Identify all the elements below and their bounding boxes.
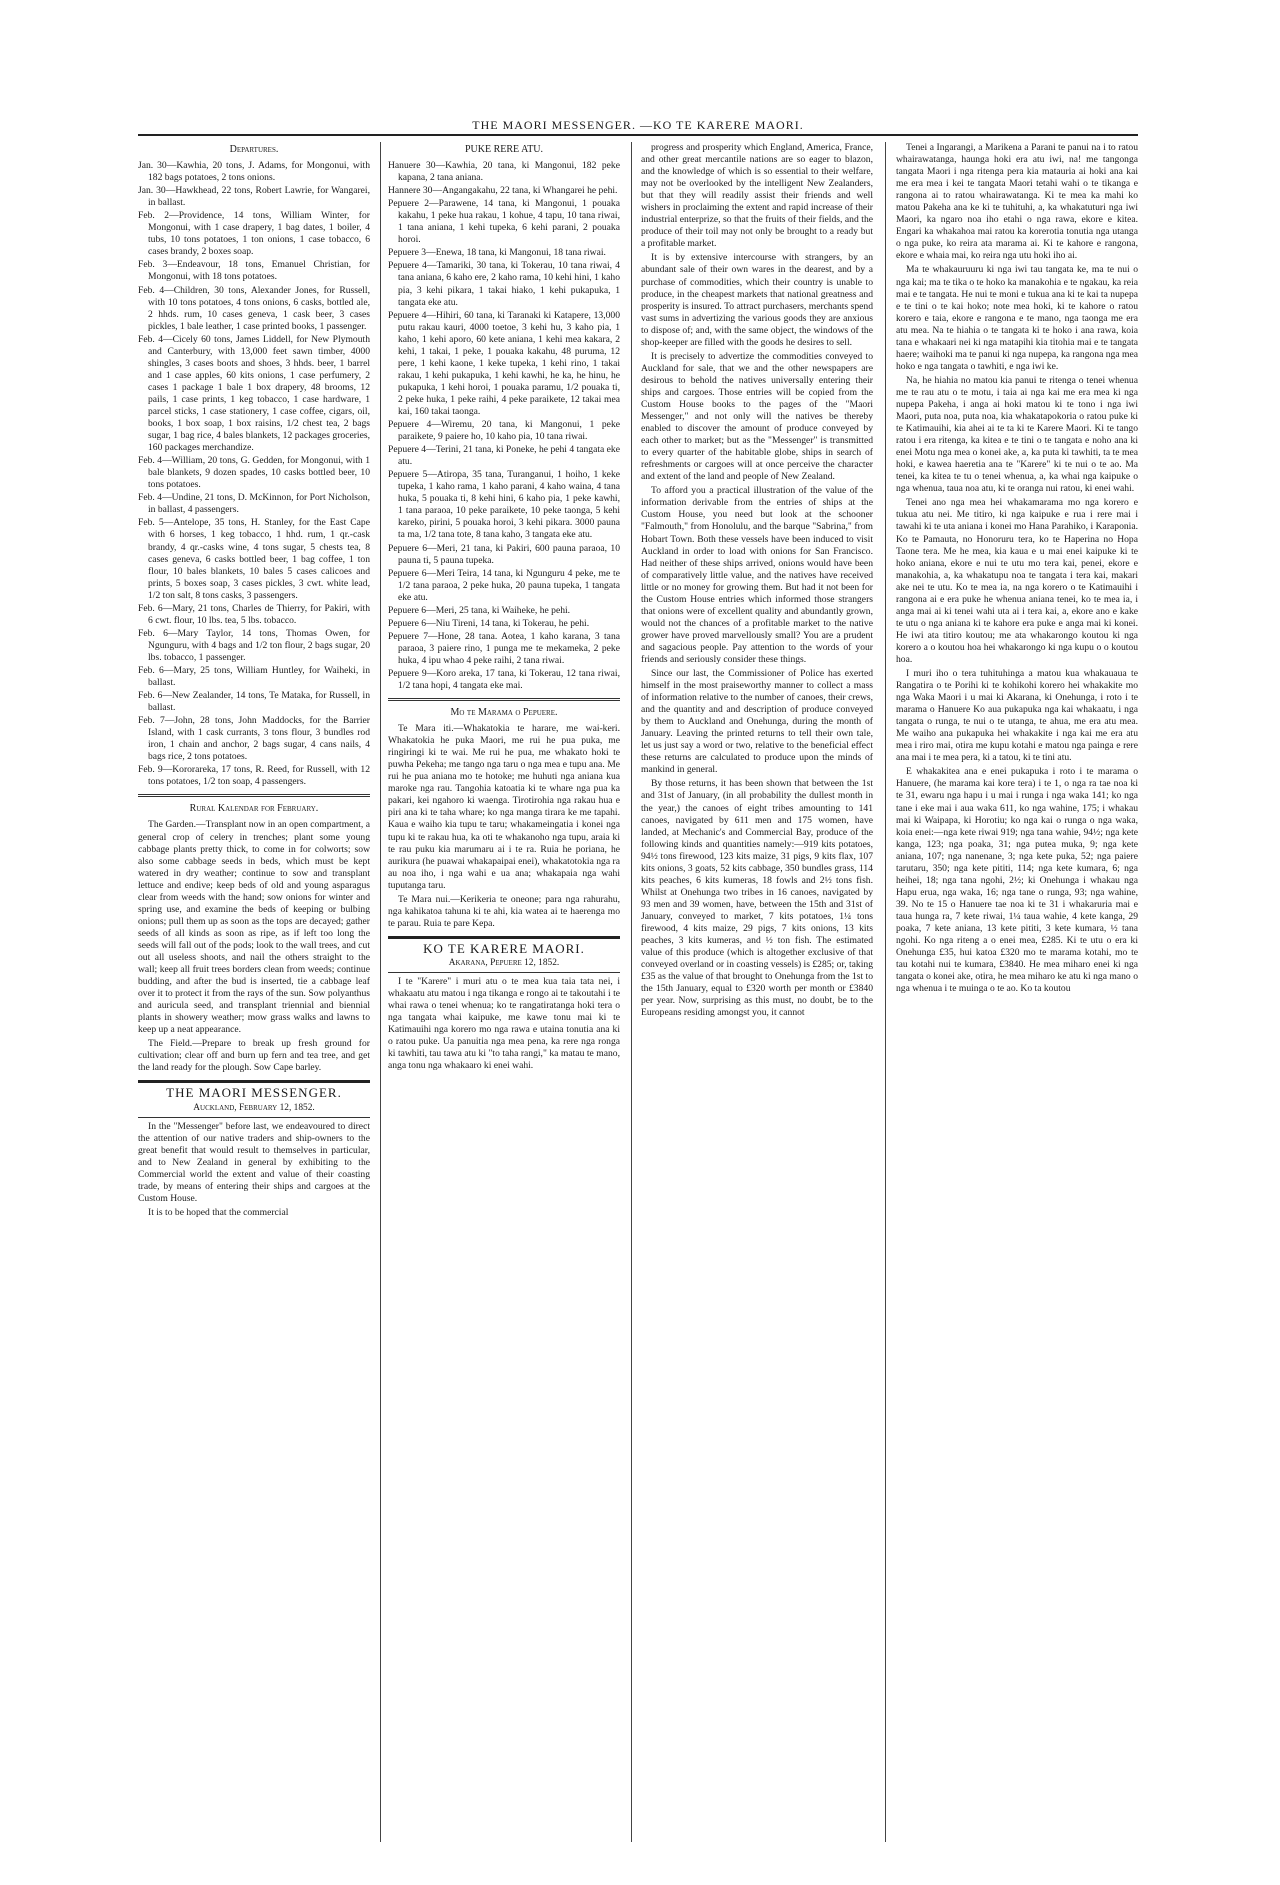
editorial-paragraph: By those returns, it has been shown that between the 1st and 31st of January, (in all probability the dullest month in the year,) the canoes of eight tribes amounting to 141 canoes, navigated by 611 men and 175 women, have landed, at Mechanic's and Commercial Bay, produce of the following kinds and quantities namely:—919 kits potatoes, 94½ tons firewood, 123 kits maize, 31 pigs, 9 kits flax, 107 kits onions, 3 goats, 52 kits cabbage, 350 bundles grass, 114 kits peaches, 6 kits kumeras, 18 fowls and 2½ tons fish. Whilst at Onehunga two tribes in 16 canoes, navigated by 93 men and 39 women, have, between the 15th and 31st of January, conveyed to market, 7 kits potatoes, 1¼ tons firewood, 4 kits maize, 29 pigs, 7 kits onions, 13 kits peaches, 3 kits kumeras, and ½ ton fish. The estimated value of this produce (which is altogether exclusive of that conveyed overland or in coasting vessels) is £285; or, taking £35 as the value of that brought to Onehunga from the 1st to the 15th January, equal to £320 worth per month or £3840 per year. Now, surprising as this must, no doubt, be to the Europeans residing amongst you, it cannot	[641, 778, 873, 1019]
departure-entry: Feb. 5—Antelope, 35 tons, H. Stanley, for the East Cape with 6 horses, 1 keg tobacco, 1 hhd. rum, 1 qr.-cask brandy, 4 qr.-casks wine, 4 tons sugar, 5 chests tea, 8 cases geneva, 6 casks bottled beer, 1 bag coffee, 1 ton flour, 10 bales blankets, 10 bales 5 cases calicoes and prints, 5 boxes soap, 3 cases pickles, 3 cwt. white lead, 1/2 ton salt, 8 tons casks, 3 passengers.	[138, 517, 370, 601]
editorial-english	[138, 1121, 370, 1219]
calendar-body	[138, 819, 370, 1074]
editorial-paragraph: Tenei a Ingarangi, a Marikena a Parani te panui na i to ratou whairawatanga, haunga hoki era atu iwi, na! me tangonga tangata Maori i nga ritenga pera kia matauria ai hoki ana kai me era mea i kei te tangata Maori tetahi wahi o te tikanga e rangona ai to ratou whairawatanga. Ki te mea ka mahi ko matou Pakeha ana ke ki te tuhituhi, a, ka whakatuturi nga iwi Maori, ka ngaro noa iho etahi o nga rawa, ekore e kitea. Engari ka whakahoa mai ratou ka korerotia tonutia nga utanga o nga puke, ko reira ata marama ai. Ki te kahore e rangona, ekore e whaia mai, ko reira nga utu hoki iho ai.	[896, 142, 1138, 262]
editorial-paragraph: progress and prosperity which England, America, France, and other great mercantile nations are so eager to blazon, and the knowledge of which is so essential to their welfare, may not be overlooked by the intelligent New Zealanders, but that they will readily assist their friends and well wishers in proclaiming the extent and rapid increase of their industrial enterprize, so that the fruits of their fields, and the produce of their toil may not only be brought to a ready but a profitable market.	[641, 142, 873, 250]
masthead-maori: KO TE KARERE MAORI.	[423, 940, 585, 956]
puke-entry: Hanuere 30—Kawhia, 20 tana, ki Mangonui, 182 peke kapana, 2 tana aniana.	[388, 160, 620, 184]
running-head: THE MAORI MESSENGER. —KO TE KARERE MAORI.	[138, 118, 1138, 136]
puke-entry: Pepuere 6—Meri Teira, 14 tana, ki Ngunguru 4 peke, me te 1/2 tana paraoa, 2 peke huka, 20 pauna tupeka, 1 tangata eke atu.	[388, 567, 620, 603]
editorial-maori	[388, 976, 620, 1072]
puke-entry: Pepuere 3—Enewa, 18 tana, ki Mangonui, 18 tana riwai.	[388, 247, 606, 259]
departure-entry: Jan. 30—Hawkhead, 22 tons, Robert Lawrie, for Wangarei, in ballast.	[138, 185, 370, 209]
section-divider	[138, 794, 370, 797]
editorial-paragraph: It is by extensive intercourse with strangers, by an abundant sale of their own wares in the dearest, and by a purchase of commodities, which their country is unable to produce, in the cheapest markets that national greatness and prosperity is insured. To attract purchasers, merchants spend vast sums in advertizing the various goods they are anxious to dispose of; and, with the same object, the windows of the shop-keeper are filled with the goods he desires to sell.	[641, 252, 873, 348]
marama-paragraph: Te Mara iti.—Whakatokia te harare, me wai-keri. Whakatokia he puka Maori, me rui he pua puka, me ringiringi ki te wai. Me rui he pua, me whakato hoki te puwha Pekeha; me tango nga taru o nga mea e tupu ana. Me rui he pua aniana mo te hotoke; me huhuti nga aniana kua maroke nga rau. Tangohia katoatia ki te whare nga pua ka pakari, kei ngahoro ki waenga. Tirotirohia nga rakau hua e piri ana ki te taha whare; ko nga manga tirara ke me tapahi. Kaua e waiho kia tupu te taru; whakameingatia i konei nga tupu ki te rakau hua, ka oti te whakanoho nga tupu, araia ki te rau puku kia marumaru ai i te ra. Ruia he poriana, he aurikura (he puawai whakapaipai enei), whakatotokia nga ra au noa iho, i nga wahi e ua ana; whakapaia nga wahi tuputanga taru.	[388, 723, 620, 891]
puke-entry: Pepuere 4—Tamariki, 30 tana, ki Tokerau, 10 tana riwai, 4 tana aniana, 6 kaho ere, 2 kaho rama, 10 kehi hini, 1 kaho pia, 3 kehi pikara, 1 takai hiako, 1 kehi pukapuka, 1 tangata eke atu.	[388, 260, 620, 308]
marama-body	[388, 723, 620, 930]
puke-entry: Pepuere 9—Koro areka, 17 tana, ki Tokerau, 12 tana riwai, 1/2 tana hopi, 4 tangata eke mai.	[388, 667, 620, 692]
puke-entry: Pepuere 2—Parawene, 14 tana, ki Mangonui, 1 pouaka kakahu, 1 peke hua rakau, 1 kohue, 4 tapu, 10 tana riwai, 1 tana aniana, 1 kehi tupeka, 6 kehi parani, 2 pouaka horoi.	[388, 198, 620, 246]
editorial-paragraph: To afford you a practical illustration of the value of the information derivable from the entries of ships at the Custom House, you need but look at the schooner "Falmouth," from Honolulu, and the barque "Sabrina," from Hobart Town. Both these vessels have been induced to visit Auckland in order to load with onions for San Francisco. Had neither of these ships arrived, onions would have been of comparatively little value, and the natives have received little or no money for growing them. But had it not been for the Custom House entries which informed those strangers that onions were of excellent quality and abundantly grown, would not the chances of a profitable market to the native grower have proved marvellously small? You are a prudent and sagacious people. Pay attention to the words of your friends and seriously consider these things.	[641, 485, 873, 665]
puke-entry: Hannere 30—Angangakahu, 22 tana, ki Whangarei he pehi.	[388, 185, 618, 197]
puke-entry: Pepuere 6—Meri, 21 tana, ki Pakiri, 600 pauna paraoa, 10 pauna ti, 5 pauna tupeka.	[388, 542, 620, 566]
puke-entry: Pepuere 6—Niu Tireni, 14 tana, ki Tokerau, he pehi.	[388, 617, 590, 629]
editorial-paragraph: It is precisely to advertize the commodities conveyed to Auckland for sale, that we and the other newspapers are desirous to behold the natives universally entering their ships and cargoes. Those entries will be copied from the Custom House books to the pages of the "Maori Messenger," and not only will the natives be thereby enabled to discover the amount of produce conveyed by each other to market; but as the "Messenger" is transmitted to every quarter of the habitable globe, ships in search of refreshments or cargoes will at once perceive the character and extent of the land and people of New Zealand.	[641, 350, 873, 483]
editorial-paragraph: I te "Karere" i muri atu o te mea kua taia tata nei, i whakaatu atu matou i nga tikanga e rongo ai te takoutahi i te whai rawa o tenei whenua; ko te rangatiratanga hoki tera o nga tangata whai kaipuke, me kawe tonu mai ki te Katimauihi nga korero mo nga rawa e utaina tonutia ana ki o ratou puke. Ua panuitia nga mea pena, ka rere nga ronga ki tawhiti, tau tawa atu ki "to taha rangi," ka matau te mano, anga tonu nga whakaaro ki enei wahi.	[388, 976, 620, 1072]
newspaper-page	[138, 118, 1138, 1858]
editorial-paragraph: Na, he hiahia no matou kia panui te ritenga o tenei whenua me te rau atu o te motu, i taia ai nga kai me era mea ki nga nupepa Pakeha, i anga ai hoki matou ki te tono i nga iwi Maori, puta noa, puta noa, kia whakatapokoria o ratou puke ki te Katimauihi, kia ahei ai te ta ki te Karere Maori. Ki te tango ratou i era ritenga, ka kitea e te tini o te tangata e noho ana ki enei Motu nga mea o konei ake, a, ka puta ki tawhiti, ta te mea hoki, e kawea haeretia ana te "Karere" ki te nui o te ao. Ma tenei, ka kitea te tu o tenei whenua, a, ka whai nga kaipuke o nga whenua, taua noa atu, ki te oranga nui ratou, ki enei wahi.	[896, 374, 1138, 495]
editorial-paragraph: It is to be hoped that the commercial	[148, 1206, 289, 1218]
masthead-rule	[388, 936, 620, 939]
marama-heading: Mo te Marama o Pepuere.	[450, 707, 558, 719]
editorial-english-continued	[641, 142, 873, 1019]
editorial-paragraph: In the "Messenger" before last, we endeavoured to direct the attention of our native traders and ship-owners to the great benefit that would result to themselves in particular, and to New Zealand in general by exhibiting to the Commercial world the extent and value of their coasting trade, by means of entering their ships and cargoes at the Custom House.	[138, 1120, 370, 1204]
departure-entry: Feb. 4—Children, 30 tons, Alexander Jones, for Russell, with 10 tons potatoes, 4 tons onions, 6 casks, bottled ale, 2 hhds. rum, 10 cases geneva, 1 cask beer, 3 cases pickles, 1 bale leather, 1 case printed books, 1 passenger.	[138, 284, 370, 332]
puke-entry: Pepuere 7—Hone, 28 tana. Aotea, 1 kaho karana, 3 tana paraoa, 3 paiere rino, 1 punga me te mekameka, 2 peke huka, 4 ipu whao 4 peke raihi, 2 tana riwai.	[388, 630, 620, 666]
masthead-english: THE MAORI MESSENGER.	[166, 1085, 342, 1101]
column-maori-shipping	[388, 142, 620, 1842]
departure-entry: Feb. 6—Mary, 21 tons, Charles de Thierry, for Pakiri, with 6 cwt. flour, 10 lbs. tea, 5 lbs. tobacco.	[138, 602, 370, 626]
editorial-paragraph: Since our last, the Commissioner of Police has exerted himself in the most praiseworthy manner to collect a mass of information relative to the number of canoes, their crews, and the quantity and and description of produce conveyed by them to Auckland and Onehunga, during the month of January. Leaving the printed returns to tell their own tale, let us just say a word or two, relative to the beneficial effect these returns are calculated to produce upon the minds of mankind in general.	[641, 668, 873, 776]
departure-entry: Feb. 9—Kororareka, 17 tons, R. Reed, for Russell, with 12 tons potatoes, 1/2 ton soap, 4 passengers.	[138, 764, 370, 788]
column-maori-editorial	[896, 142, 1138, 1842]
column-english-shipping	[138, 142, 370, 1842]
departure-entry: Feb. 7—John, 28 tons, John Maddocks, for the Barrier Island, with 1 cask currants, 3 tons flour, 3 bundles rod iron, 1 chain and anchor, 2 bags sugar, 4 cans nails, 4 bags rice, 2 tons potatoes.	[138, 715, 370, 763]
departure-entry: Feb. 4—Undine, 21 tons, D. McKinnon, for Port Nicholson, in ballast, 4 passengers.	[138, 492, 370, 516]
departure-entry: Feb. 6—New Zealander, 14 tons, Te Mataka, for Russell, in ballast.	[138, 690, 370, 714]
puke-entry: Pepuere 5—Atiropa, 35 tana, Turanganui, 1 hoiho, 1 keke tupeka, 1 kaho rama, 1 kaho parani, 4 kaho waina, 4 tana huka, 5 pouaka ti, 8 kehi hini, 6 kaho pia, 1 peke kawhi, 1 tana paraoa, 10 peke paraikete, 10 peke taonga, 5 kehi kareko, pirini, 5 pouaka horoi, 3 kehi pikara. 3000 pauna ta ma, 1/2 tana tote, 8 tana kaho, 3 tangata eke atu.	[388, 469, 620, 541]
departure-entry: Feb. 6—Mary, 25 tons, William Huntley, for Waiheki, in ballast.	[138, 664, 370, 689]
dateline-maori: Akarana, Pepuere 12, 1852.	[388, 957, 620, 973]
departure-entry: Feb. 4—Cicely 60 tons, James Liddell, for New Plymouth and Canterbury, with 13,000 feet sawn timber, 4000 shingles, 3 cases boots and shoes, 3 hhds. beer, 1 barrel and 1 case apples, 60 kits onions, 1 case perfumery, 2 cases 1 package 1 bale 1 box drapery, 48 brooms, 12 pails, 1 case prints, 1 keg tobacco, 1 case hardware, 1 parcel sticks, 1 case stationery, 1 case coffee, cigars, oil, books, 1 box soap, 1 box raisins, 1/2 chest tea, 2 bags sugar, 1 bag rice, 4 bales blankets, 12 packages groceries, 160 packages merchandize.	[138, 333, 370, 454]
puke-heading: PUKE RERE ATU.	[464, 144, 544, 155]
puke-entry: Pepuere 6—Meri, 25 tana, ki Waiheke, he pehi.	[388, 604, 571, 616]
section-divider	[388, 698, 620, 701]
departures-heading: Departures.	[229, 144, 279, 155]
column-rule	[631, 142, 632, 1842]
calendar-paragraph: The Field.—Prepare to break up fresh ground for cultivation; clear off and burn up fern and tea tree, and get the land ready for the plough. Sow Cape barley.	[138, 1038, 370, 1074]
dateline-english: Auckland, February 12, 1852.	[138, 1102, 370, 1118]
marama-paragraph: Te Mara nui.—Kerikeria te oneone; para nga rahurahu, nga kahikatoa tahuna ki te ahi, kia watea ai te haerenga mo te parau. Ruia te pare Kepa.	[388, 893, 620, 929]
editorial-paragraph: I muri iho o tera tuhituhinga a matou kua whakauaua te Rangatira o te Porihi ki te kohikohi korero hei whakakite mo nga Waka Maori i u mai ki Akarana, ki Onehunga, i roto i te marama o Hanuere Ko aua pukapuka nga kai whakaatu, i nga tangata o runga, te nui o te utanga, te ahua, me era atu mea. Me waiho ana pukapuka hei whakakite i nga kai me era atu mea i riro mai, otira me kupu kotahi e matou nga painga e rere ana mai i te mea pera, ki a tatou, ki te tini atu.	[896, 668, 1138, 764]
departure-entry: Feb. 4—William, 20 tons, G. Gedden, for Mongonui, with 1 bale blankets, 9 dozen spades, 10 casks bottled beer, 10 tons potatoes.	[138, 455, 370, 491]
editorial-paragraph: Ma te whakauruuru ki nga iwi tau tangata ke, ma te nui o nga kai; ma te tika o te hoko ka manakohia e te ngakau, ka reia mai e te tangata. He nui te moni e tukua ana ki te kai ta nupepa e te tini o te kai hoko; note mea hoki, ki te kahore o ratou korero e taia, ekore e rangona e te mano, nga taonga me era atu mea. Na te hiahia o te tangata ki te hoko i ana rawa, koia tana e whakaari nei ki nga matapihi kia titohia mai e te tangata haere; waihoki ma te panui ki nga nupepa, ka rangona nga mea hoko e nga tangata o tawhiti, e nga iwi ke.	[896, 264, 1138, 372]
departure-entry: Feb. 2—Providence, 14 tons, William Winter, for Mongonui, with 1 case drapery, 1 bag dates, 1 boiler, 4 tubs, 10 tons potatoes, 1 ton onions, 1 case tobacco, 6 cases brandy, 2 boxes soap.	[138, 210, 370, 258]
puke-entry: Pepuere 4—Wiremu, 20 tana, ki Mangonui, 1 peke paraikete, 9 paiere ho, 10 kaho pia, 10 tana riwai.	[388, 419, 620, 443]
column-rule	[380, 142, 381, 1842]
puke-list	[388, 160, 620, 692]
puke-entry: Pepuere 4—Hihiri, 60 tana, ki Taranaki ki Katapere, 13,000 putu rakau kauri, 4000 toetoe, 3 kehi hu, 3 kaho pia, 1 kaho, 1 kehi aporo, 60 kete aniana, 1 kehi mea kakara, 2 kehi, 1 takai, 1 peke, 1 pouaka kakahu, 48 puruma, 12 pere, 1 kehi kaone, 1 keke tupeka, 1 kehi rino, 1 takai rakau, 1 kehi pukapuka, 1 kehi kawhi, he ka, he hinu, he pukapuka, 1 kehi horoi, 1 pouaka paramu, 1/2 pouaka ti, 2 peke huka, 1 peke raihi, 4 peke paraikete, 12 takai mea kai, 160 takai taonga.	[388, 309, 620, 417]
departures-list	[138, 160, 370, 788]
calendar-heading: Rural Kalendar for February.	[189, 803, 319, 815]
departure-entry: Feb. 3—Endeavour, 18 tons, Emanuel Christian, for Mongonui, with 18 tons potatoes.	[138, 259, 370, 283]
editorial-paragraph: Tenei ano nga mea hei whakamarama mo nga korero e tukua atu nei. Me titiro, ki nga kaipuke e rua i rere mai i tawahi ki te uta aniana i konei mo Hana Parahiko, i Karaponia. Ko te Pamauta, no Honoruru tera, ko te Haperina no Hopa Taone tera. Me he mea, kia kaua e u mai enei kaipuke ki te hoko aniana, ekore e nui te utu mo tera kai, penei, ekore e manakohia, a, ka whakatupu noa te tangata i tera kai, makari ake nei te utu. Ko te mea ia, na nga korero o te Katimauihi i rangona ai e era puke he whenua aniana tenei, ko te mea ia, i anga mai ai ki tenei wahi uta ai i tera kai, a, ekore ano e kake te utu o nga aniana ki te kahore era puke e anga mai ki konei. He iwi ata titiro koutou; me ata whakarongo koutou ki nga korero a o koutou hoa hei whakarongo ki nga kupu o o koutou hoa.	[896, 497, 1138, 665]
editorial-paragraph: E whakakitea ana e enei pukapuka i roto i te marama o Hanuere, (he marama kai kore tera) i te 1, o nga ra tae noa ki te 31, ewaru nga hapu i u mai i runga i nga waka 141; ko nga tane i eke mai i aua waka 611, ko nga wahine, 175; i whakau mai ki Waipapa, ki Horotiu; ko nga kai o runga o nga waka, koia enei:—nga kete riwai 919; nga tana wahie, 94½; nga kete kanga, 123; nga poaka, 31; nga putea muka, 9; nga kete aniana, 107; nga nanenane, 3; nga kete puka, 52; nga paiere tarutaru, 350; nga kete pititi, 114; nga kete kumara, 6; nga heihei, 18; nga tana ngohi, 2½; ki Onehunga i whakau nga Hapu erua, nga waka, 16; nga tane o runga, 93; nga wahine, 39. No te 15 o Hanuere tae noa ki te 31 i whakaruria mai e taua hunga ra, 7 kete riwai, 1¼ taua wahie, 4 kete kanga, 29 poaka, 7 kete aniana, 13 kete pititi, 3 kete kumara, ½ tana ngohi. Ko nga riteng a o enei mea, £285. Ki te utu o era ki Onehunga £35, hui katoa £320 mo te marama kotahi, mo te tau kotahi nui te kumara, £3840. He mea miharo enei ki nga tangata o konei ake, otira, he mea miharo ke atu ki nga mano o nga whenua i te muinga o te ao. Ko ta koutou	[896, 766, 1138, 995]
column-english-editorial	[641, 142, 873, 1842]
masthead-rule	[138, 1080, 370, 1083]
departure-entry: Jan. 30—Kawhia, 20 tons, J. Adams, for Mongonui, with 182 bags potatoes, 2 tons onions.	[138, 160, 370, 184]
column-rule	[885, 142, 886, 1842]
departure-entry: Feb. 6—Mary Taylor, 14 tons, Thomas Owen, for Ngunguru, with 4 bags and 1/2 ton flour, 2 bags sugar, 20 lbs. tobacco, 1 passenger.	[138, 627, 370, 663]
calendar-paragraph: The Garden.—Transplant now in an open compartment, a general crop of celery in trenches; plant some young cabbage plants pretty thick, to come in for colworts; sow also some cabbage seeds in beds, which must be kept watered in dry weather; continue to sow and transplant lettuce and endive; keep beds of old and young asparagus clear from weeds with the hand; sow onions for winter and spring use, and examine the beds of keeping or bulbing onions; pull them up as soon as the tops are decayed; gather seeds of all kinds as soon as ripe, as if left too long the seeds will fall out of the pods; look to the wall trees, and cut out all useless shoots, and nail the others straight to the wall; keep all fruit trees borders clean from weeds; continue budding, and after the bud is inserted, tie a cabbage leaf over it to protect it from the rays of the sun. Sow polyanthus and auricula seed, and transplant triennial and biennial plants in showery weather; mow grass walks and lawns to keep up a neat appearance.	[138, 819, 370, 1036]
editorial-maori-continued	[896, 142, 1138, 995]
puke-entry: Pepuere 4—Terini, 21 tana, ki Poneke, he pehi 4 tangata eke atu.	[388, 444, 620, 468]
